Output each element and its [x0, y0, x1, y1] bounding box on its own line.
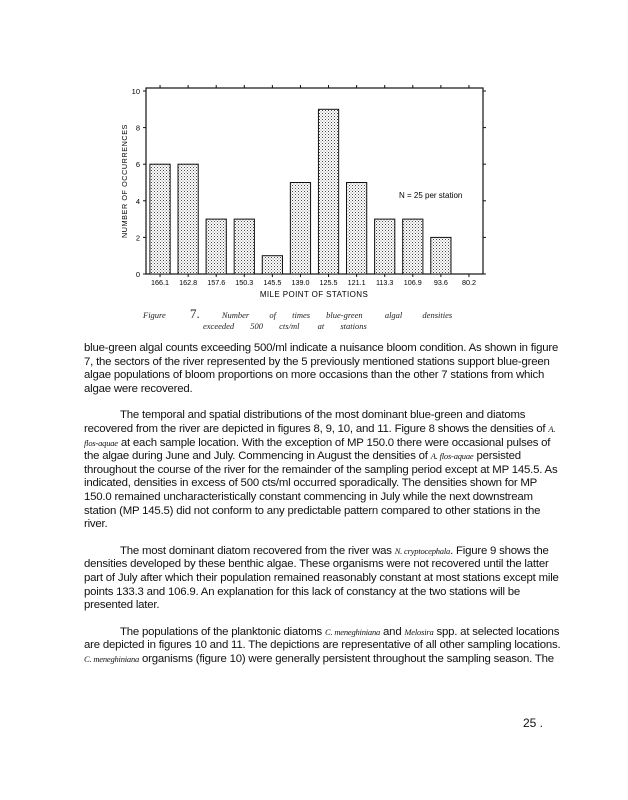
y-tick-label: 2: [135, 233, 140, 243]
x-tick-label: 150.3: [235, 278, 254, 287]
x-tick-label: 121.1: [347, 278, 366, 287]
x-tick-label: 125.5: [319, 278, 338, 287]
species-name: C. meneghiniana: [325, 626, 381, 637]
body-text: [84, 342, 564, 679]
bar: [318, 109, 338, 274]
paragraph-3: The most dominant diatom recovered from the river was N. cryptocephala. Figure 9 shows the densities developed by these benthic algae. These organisms were not recovered until the latter part of July after which their population remained reasonably constant at most stations except mile points 133.3 and 106.9. An explanation for this lack of constancy at the two stations will be presented later.: [84, 544, 559, 612]
species-name: A. flos-aquae: [430, 451, 474, 462]
bar: [290, 183, 310, 275]
x-tick-label: 113.3: [375, 278, 394, 287]
chart-annotation: N = 25 per station: [399, 191, 463, 200]
caption-word: of: [269, 310, 276, 320]
x-tick-label: 162.8: [179, 278, 198, 287]
caption-word: densities: [422, 310, 453, 320]
caption-word: exceeded: [203, 321, 235, 331]
bar: [347, 183, 367, 275]
x-tick-label: 157.6: [207, 278, 226, 287]
x-tick-label: 93.6: [433, 278, 448, 287]
y-tick-label: 0: [135, 270, 140, 279]
y-tick-label: 10: [131, 87, 140, 96]
x-tick-label: 80.2: [461, 278, 476, 287]
bar: [206, 219, 226, 274]
bar: [178, 164, 198, 274]
x-axis-ticks: [151, 85, 476, 287]
bar: [150, 164, 170, 274]
species-name: C. meneghiniana: [84, 653, 140, 664]
x-tick-label: 139.0: [291, 278, 310, 287]
y-tick-label: 8: [135, 123, 140, 133]
x-axis-label: MILE POINT OF STATIONS: [259, 290, 369, 299]
caption-word: 500: [250, 321, 264, 331]
paragraph-4: The populations of the planktonic diatoms C. meneghiniana and Melosira spp. at selected locations are depicted in figures 10 and 11. The depictions are representative of all other sampling locations. C. meneghiniana organisms (figure 10) were generally persistent throughout the sampling season. The: [84, 625, 561, 665]
caption-word: stations: [340, 321, 367, 331]
caption-word: algal: [384, 310, 403, 320]
x-tick-label: 166.1: [151, 278, 170, 287]
y-tick-label: 4: [135, 196, 140, 206]
bar: [403, 219, 423, 274]
caption-word: at: [317, 321, 325, 331]
caption-word: times: [292, 310, 311, 320]
figure-caption-line2: [203, 321, 463, 331]
bar: [431, 237, 451, 274]
bar: [262, 256, 282, 274]
paragraph-1: blue-green algal counts exceeding 500/ml indicate a nuisance bloom condition. As shown in figure 7, the sectors of the river represented by the 5 previously mentioned stations support blue-green algae populations of bloom proportions on more occasions than the other 7 stations from which algae were recovered.: [84, 342, 559, 395]
x-tick-label: 145.5: [263, 278, 282, 287]
caption-figure-number: 7.: [189, 306, 200, 321]
caption-word: blue-green: [326, 310, 363, 320]
y-tick-label: 6: [135, 160, 140, 170]
y-axis-label: NUMBER OF OCCURRENCES: [120, 123, 129, 239]
bar-chart: [115, 80, 490, 302]
x-tick-label: 106.9: [403, 278, 422, 287]
paragraph-2: The temporal and spatial distributions of the most dominant blue-green and diatoms recovered from the river are depicted in figures 8, 9, 10, and 11. Figure 8 shows the densities of A. flos-aquae at each sample location. With the exception of MP 150.0 there were occasional pulses of the algae during June and July. Commencing in August the densities of A. flos-aquae persisted throughout the course of the river for the remainder of the sampling period except at MP 145.5. As indicated, densities in excess of 500 cts/ml occurred sporadically. The densities shown for MP 150.0 remained uncharacteristically constant commencing in July while the next downstream station (MP 145.5) did not conform to any predictable pattern compared to other stations in the river.: [84, 409, 558, 531]
bar: [234, 219, 254, 274]
species-name: Melosira: [404, 626, 434, 637]
figure-caption: [143, 306, 463, 322]
species-name: N. cryptocephala: [394, 545, 451, 556]
caption-word: Number: [221, 310, 250, 320]
species-name: A. flos-aquae: [84, 423, 556, 448]
page-number: 25 .: [523, 716, 544, 730]
caption-figure-label: Figure: [143, 310, 166, 320]
caption-word: cts/ml: [279, 321, 300, 331]
bar: [375, 219, 395, 274]
